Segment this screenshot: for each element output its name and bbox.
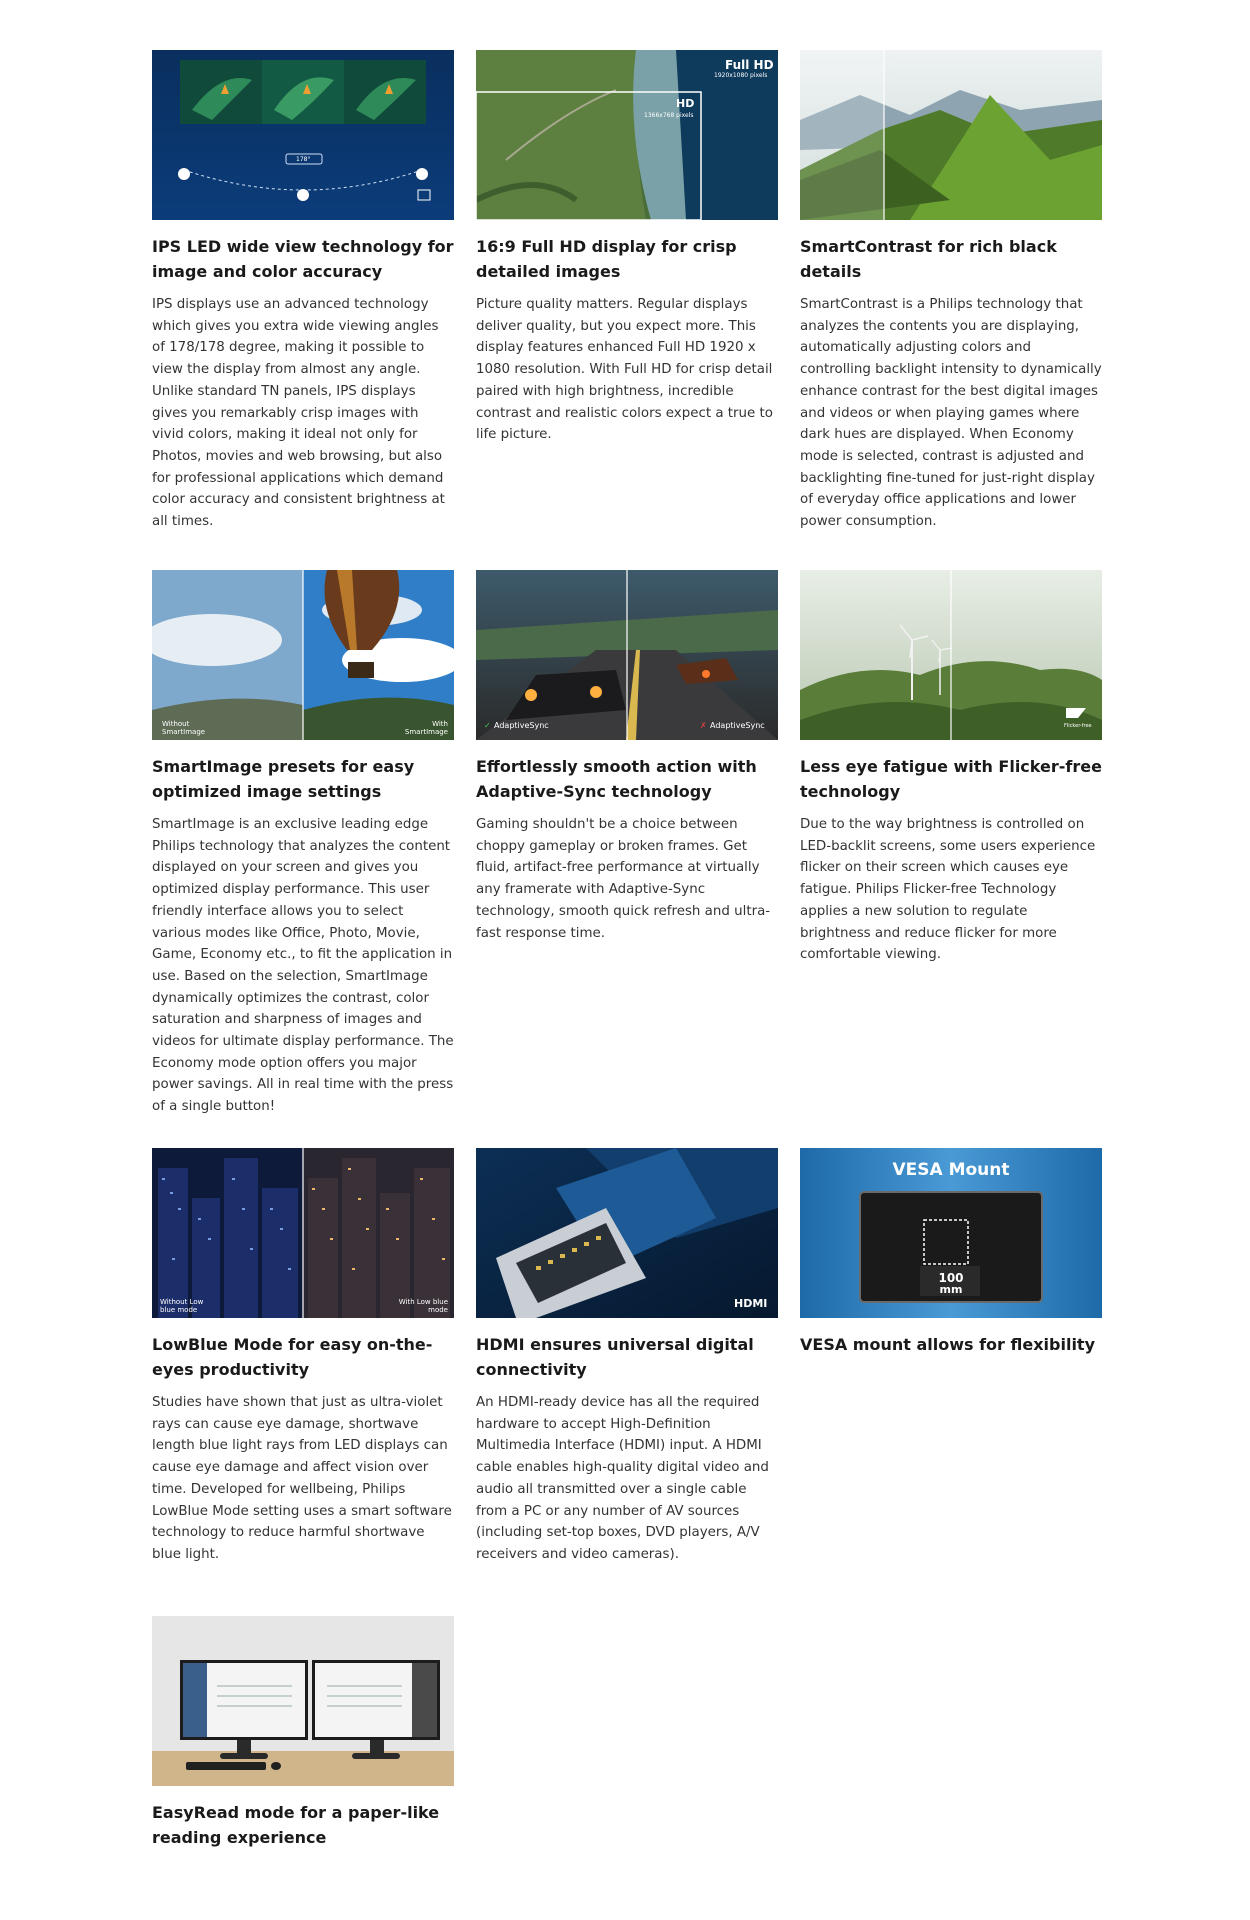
vesa-size-value: 100 xyxy=(938,1271,964,1285)
svg-text:✓: ✓ xyxy=(484,721,491,730)
feature-title: SmartImage presets for easy optimized image settings xyxy=(152,757,415,801)
feature-title: Less eye fatigue with Flicker-free technology xyxy=(800,757,1102,801)
smartcontrast-image xyxy=(800,50,1102,220)
hd-resolution: 1366x768 pixels xyxy=(644,112,694,119)
vesa-mount-image xyxy=(800,1148,1102,1318)
hdmi-label: HDMI xyxy=(734,1297,768,1310)
feature-title: VESA mount allows for flexibility xyxy=(800,1335,1095,1354)
feature-title: 16:9 Full HD display for crisp detailed images xyxy=(476,237,737,281)
feature-title: EasyRead mode for a paper-like reading experience xyxy=(152,1803,440,1847)
adaptive-sync-off-label: AdaptiveSync xyxy=(710,721,765,730)
feature-card-smartimage xyxy=(152,570,454,1148)
full-hd-image xyxy=(476,50,778,220)
feature-card-easyread xyxy=(152,1616,454,1850)
adaptive-sync-on-label: AdaptiveSync xyxy=(494,721,549,730)
feature-description: SmartContrast is a Philips technology that analyzes the contents you are displaying, automatically adjusting colors and controlling backlight intensity to dynamically enhance contrast for the best digital images and videos or when playing games where dark hues are displayed. When Economy mode is selected, contrast is adjusted and backlighting fine-tuned for just-right display of everyday office applications and lower power consumption. xyxy=(800,297,1102,530)
features-grid xyxy=(152,50,1102,1850)
feature-card-flicker-free xyxy=(800,570,1102,1148)
lowblue-image xyxy=(152,1148,454,1318)
angle-label: 178° xyxy=(296,156,311,163)
with-smartimage-label: With SmartImage xyxy=(404,720,448,736)
feature-description: Gaming shouldn't be a choice between choppy gameplay or broken frames. Get fluid, artifact-free performance at virtually any framerate with Adaptive-Sync technology, smooth quick refresh and ultra-fast response time. xyxy=(476,817,771,941)
full-hd-label: Full HD xyxy=(725,58,774,72)
feature-card-lowblue xyxy=(152,1148,454,1616)
feature-title: Effortlessly smooth action with Adaptive-Sync technology xyxy=(476,757,757,801)
feature-card-full-hd xyxy=(476,50,778,570)
feature-title: SmartContrast for rich black details xyxy=(800,237,1057,281)
feature-description: An HDMI-ready device has all the required hardware to accept High-Definition Multimedia Interface (HDMI) input. A HDMI cable enables high-quality digital video and audio all transmitted over a single cable from a PC or any number of AV sources (including set-top boxes, DVD players, A/V receivers and video cameras). xyxy=(476,1395,769,1562)
feature-title: IPS LED wide view technology for image and color accuracy xyxy=(152,237,454,281)
feature-description: Studies have shown that just as ultra-violet rays can cause eye damage, shortwave length blue light rays from LED displays can cause eye damage and affect vision over time. Developed for wellbeing, Philips LowBlue Mode setting uses a smart software technology to reduce harmful shortwave blue light. xyxy=(152,1395,452,1562)
hdmi-image xyxy=(476,1148,778,1318)
vesa-heading: VESA Mount xyxy=(892,1160,1010,1180)
svg-text:✗: ✗ xyxy=(700,721,707,730)
feature-card-hdmi xyxy=(476,1148,778,1616)
without-lowblue-label: Without Low blue mode xyxy=(160,1298,204,1314)
feature-description: IPS displays use an advanced technology which gives you extra wide viewing angles of 178/178 degree, making it possible to view the display from almost any angle. Unlike standard TN panels, IPS displays gives you remarkably crisp images with vivid colors, making it ideal not only for Photos, movies and web browsing, but also for professional applications which demand color accuracy and consistent brightness at all times. xyxy=(152,297,445,530)
with-lowblue-label: With Low blue mode xyxy=(398,1298,448,1314)
adaptive-sync-image xyxy=(476,570,778,740)
vesa-size-unit: mm xyxy=(939,1283,963,1296)
ips-wide-view-image xyxy=(152,50,454,220)
flicker-free-image xyxy=(800,570,1102,740)
hd-label: HD xyxy=(676,97,695,110)
feature-description: Picture quality matters. Regular displays deliver quality, but you expect more. This display features enhanced Full HD 1920 x 1080 resolution. With Full HD for crisp detail paired with high brightness, incredible contrast and realistic colors expect a true to life picture. xyxy=(476,297,773,443)
feature-description: Due to the way brightness is controlled on LED-backlit screens, some users experience flicker on their screen which causes eye fatigue. Philips Flicker-free Technology applies a new solution to regulate brightness and reduce flicker for more comfortable viewing. xyxy=(800,817,1096,963)
without-smartimage-label: Without SmartImage xyxy=(162,720,206,736)
feature-card-ips xyxy=(152,50,454,570)
feature-card-adaptive-sync xyxy=(476,570,778,1148)
feature-title: LowBlue Mode for easy on-the-eyes productivity xyxy=(152,1335,433,1379)
flicker-free-badge: Flicker-free xyxy=(1064,723,1092,729)
feature-card-smartcontrast xyxy=(800,50,1102,570)
full-hd-resolution: 1920x1080 pixels xyxy=(714,72,768,79)
feature-card-vesa xyxy=(800,1148,1102,1616)
feature-description: SmartImage is an exclusive leading edge Philips technology that analyzes the content displayed on your screen and gives you optimized display performance. This user friendly interface allows you to select various modes like Office, Photo, Movie, Game, Economy etc., to fit the application in use. Based on the selection, SmartImage dynamically optimizes the contrast, color saturation and sharpness of images and videos for ultimate display performance. The Economy mode option offers you major power savings. All in real time with the press of a single button! xyxy=(152,817,454,1115)
smartimage-image xyxy=(152,570,454,740)
feature-title: HDMI ensures universal digital connectivity xyxy=(476,1335,754,1379)
easyread-image xyxy=(152,1616,454,1786)
